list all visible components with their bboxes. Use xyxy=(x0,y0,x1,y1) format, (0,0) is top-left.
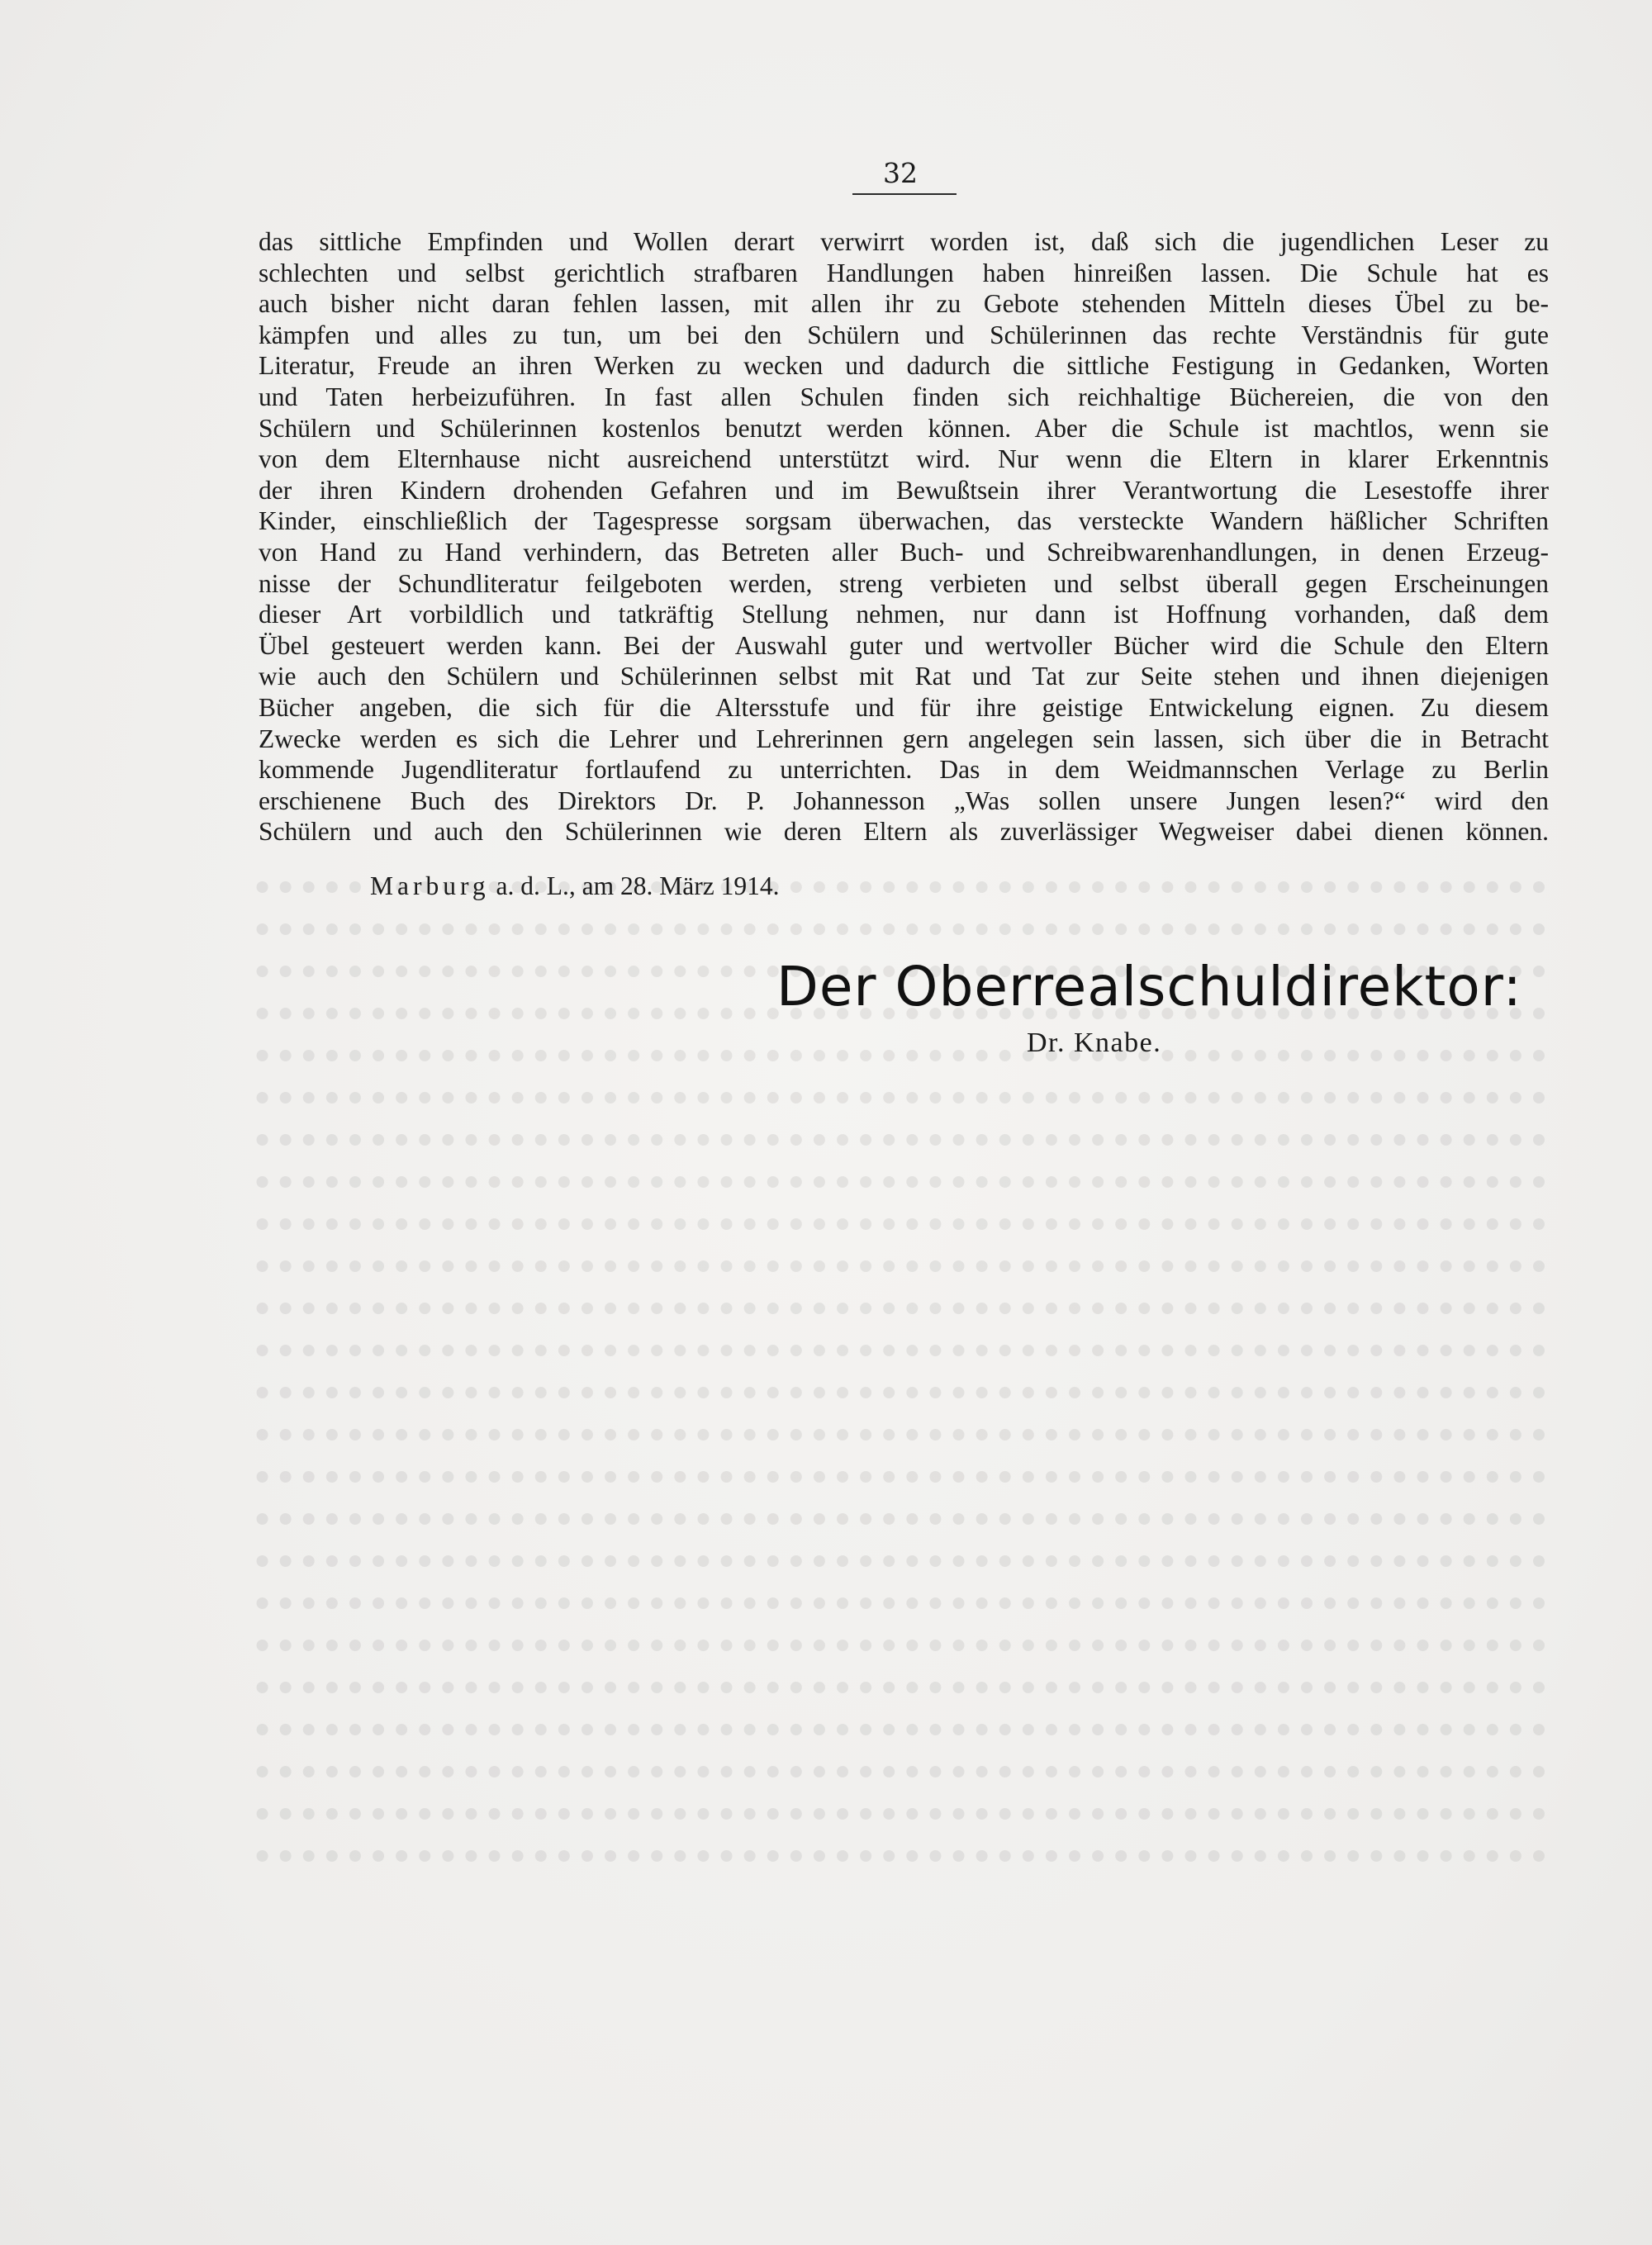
body-line: kommende Jugendliteratur fortlaufend zu unterrichten. Das in dem Weidmannschen Verlage zu Berlin xyxy=(259,755,1549,785)
page-number-rule xyxy=(852,193,957,195)
body-line: wie auch den Schülern und Schülerinnen selbst mit Rat und Tat zur Seite stehen und ihnen diejenigen xyxy=(259,662,1549,691)
signature-title: Der Oberrealschuldirektor: xyxy=(776,955,1522,1018)
body-line: nisse der Schundliteratur feilgeboten werden, streng verbieten und selbst überall gegen Erscheinungen xyxy=(259,568,1549,598)
body-line: der ihren Kindern drohenden Gefahren und im Bewußtsein ihrer Verantwortung die Lesestoffe ihrer xyxy=(259,475,1549,505)
body-line: Übel gesteuert werden kann. Bei der Auswahl guter und wertvoller Bücher wird die Schule den Eltern xyxy=(259,630,1549,660)
dateline xyxy=(370,871,779,902)
dateline-place: Marburg xyxy=(370,871,490,900)
dateline-rest: a. d. L., am 28. März 1914. xyxy=(496,871,780,900)
body-line: Schülern und auch den Schülerinnen wie deren Eltern als zuverlässiger Wegweiser dabei dienen können. xyxy=(259,817,1549,847)
body-line: Kinder, einschließlich der Tagespresse sorgsam überwachen, das versteckte Wandern häßlicher Schriften xyxy=(259,506,1549,536)
body-paragraph xyxy=(259,226,1549,847)
signature-name: Dr. Knabe. xyxy=(1027,1028,1162,1058)
body-line: kämpfen und alles zu tun, um bei den Schülern und Schülerinnen das rechte Verständnis für gute xyxy=(259,320,1549,349)
body-line: erschienene Buch des Direktors Dr. P. Johannesson „Was sollen unsere Jungen lesen?“ wird den xyxy=(259,786,1549,815)
page-number: 32 xyxy=(883,157,918,189)
body-line: dieser Art vorbildlich und tatkräftig Stellung nehmen, nur dann ist Hoffnung vorhanden, daß dem xyxy=(259,600,1549,629)
body-line: das sittliche Empfinden und Wollen derart verwirrt worden ist, daß sich die jugendlichen Leser zu xyxy=(259,227,1549,256)
body-line: von dem Elternhause nicht ausreichend unterstützt wird. Nur wenn die Eltern in klarer Erkenntnis xyxy=(259,444,1549,474)
body-line: Schülern und Schülerinnen kostenlos benutzt werden können. Aber die Schule ist machtlos, wenn sie xyxy=(259,413,1549,443)
body-line: Zwecke werden es sich die Lehrer und Lehrerinnen gern angelegen sein lassen, sich über die in Betracht xyxy=(259,724,1549,753)
body-line: Bücher angeben, die sich für die Altersstufe und für ihre geistige Entwickelung eignen. Zu diesem xyxy=(259,692,1549,722)
body-line: auch bisher nicht daran fehlen lassen, mit allen ihr zu Gebote stehenden Mitteln dieses Übel zu be- xyxy=(259,289,1549,319)
body-line: von Hand zu Hand verhindern, das Betreten aller Buch- und Schreibwarenhandlungen, in denen Erzeug- xyxy=(259,537,1549,567)
body-line: Literatur, Freude an ihren Werken zu wecken und dadurch die sittliche Festigung in Gedanken, Worten xyxy=(259,351,1549,381)
body-line: schlechten und selbst gerichtlich strafbaren Handlungen haben hinreißen lassen. Die Schule hat es xyxy=(259,258,1549,287)
body-line: und Taten herbeizuführen. In fast allen Schulen finden sich reichhaltige Büchereien, die von den xyxy=(259,382,1549,411)
